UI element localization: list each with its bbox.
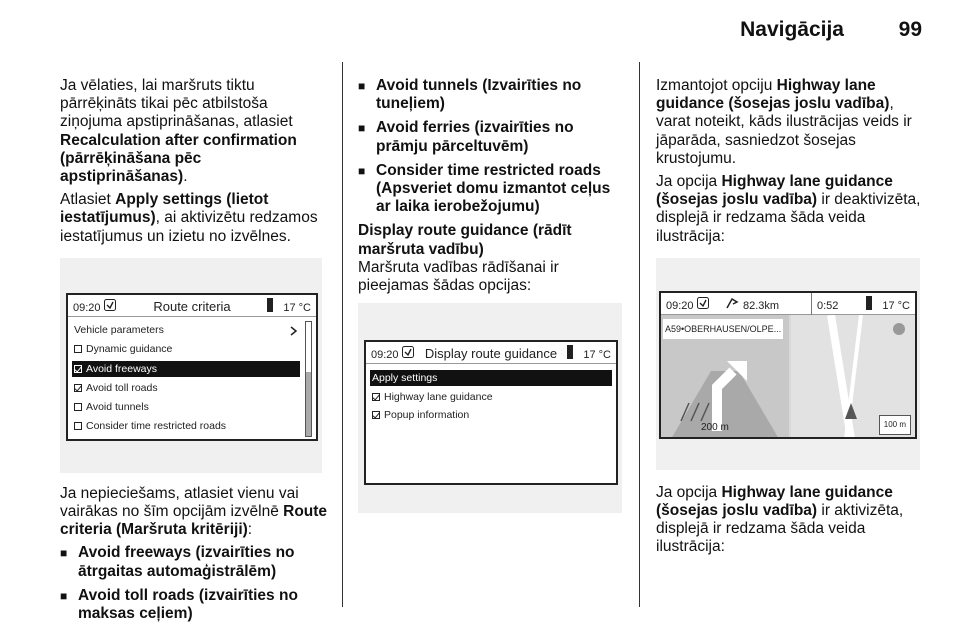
checkbox-icon <box>74 403 82 411</box>
bold-text: Highway lane guidance (šosejas joslu vadība) <box>656 77 890 113</box>
menu-item-apply-settings[interactable]: Apply settings <box>370 370 612 386</box>
checkbox-checked-icon <box>372 411 380 419</box>
column-1 <box>60 77 332 629</box>
chevron-right-icon <box>290 326 298 336</box>
temperature: 17 °C <box>882 299 910 312</box>
display-screen <box>66 293 318 441</box>
thermometer-icon <box>266 298 274 312</box>
subheading: Display route guidance (rādīt maršruta vadību) <box>358 222 572 258</box>
menu-item-avoid-toll-roads[interactable]: Avoid toll roads <box>72 380 158 396</box>
distance-remaining: 82.3km <box>743 299 780 312</box>
text: Ja opcija <box>656 173 722 191</box>
menu-item-time-restricted-roads[interactable]: Consider time restricted roads <box>72 418 226 434</box>
paragraph <box>60 191 332 246</box>
section-title: Navigācija <box>740 18 844 41</box>
guidance-icon <box>697 297 709 309</box>
text: Atlasiet <box>60 191 116 209</box>
travel-time: 0:52 <box>817 299 839 312</box>
text: Ja nepieciešams, atlasiet vienu vai vairākas no šīm opcijām izvēlnē <box>60 484 299 521</box>
text: . <box>183 168 188 186</box>
scrollbar-thumb[interactable] <box>306 372 311 436</box>
list-item: ■ Consider time restricted roads (Apsveriet domu izmantot ceļus ar laika ierobežojumu) <box>358 162 626 217</box>
text: Ja vēlaties, lai maršruts tiktu pārrēķināts tikai pēc atbilstoša ziņojuma apstiprināšanas, atlasiet <box>60 77 293 131</box>
paragraph <box>656 484 928 557</box>
checkbox-checked-icon <box>74 365 82 373</box>
map-guidance-screenshot <box>656 258 920 470</box>
checkbox-checked-icon <box>74 384 82 392</box>
page-number: 99 <box>898 18 922 41</box>
clock: 09:20 <box>666 299 694 312</box>
menu-item-dynamic-guidance[interactable]: Dynamic guidance <box>72 341 172 357</box>
bold-text: Highway lane guidance (šosejas joslu vadība) <box>656 173 893 209</box>
paragraph <box>656 77 928 168</box>
text: : <box>247 521 253 539</box>
checkbox-icon <box>74 345 82 353</box>
menu-item-highway-lane-guidance[interactable]: Highway lane guidance <box>370 389 493 405</box>
paragraph <box>60 485 332 540</box>
bullet-list <box>60 544 332 623</box>
status-bar <box>366 342 616 364</box>
column-2 <box>358 77 626 513</box>
menu-item-popup-information[interactable]: Popup information <box>370 407 469 423</box>
bold-text: Recalculation after confirmation (pārrēķināšana pēc apstiprināšanas) <box>60 131 297 186</box>
column-divider <box>342 62 343 607</box>
bullet-list <box>358 77 626 216</box>
checkbox-checked-icon <box>372 393 380 401</box>
text: Ja opcija <box>656 483 722 501</box>
list-item: ■ Avoid freeways (izvairīties no ātrgaitas automaģistrālēm) <box>60 544 332 580</box>
menu-item-avoid-tunnels[interactable]: Avoid tunnels <box>72 399 149 415</box>
map-panel[interactable] <box>791 315 915 439</box>
guidance-panel <box>661 315 789 439</box>
text: ir deaktivizēta, displejā ir redzama šāda veida ilustrācija: <box>656 191 921 245</box>
display-screen <box>364 340 618 485</box>
text: ir aktivizēta, displejā ir redzama šāda veida ilustrācija: <box>656 502 904 556</box>
checkbox-icon <box>74 422 82 430</box>
thermometer-icon <box>566 345 574 359</box>
paragraph: Maršruta vadības rādīšanai ir pieejamas šādas opcijas: <box>358 258 559 295</box>
status-bar <box>661 293 915 315</box>
paragraph <box>60 77 332 186</box>
menu-item-avoid-freeways[interactable]: Avoid freeways <box>72 361 300 377</box>
temperature: 17 °C <box>583 349 611 362</box>
menu-item-vehicle-parameters[interactable]: Vehicle parameters <box>74 323 164 336</box>
page-header <box>0 0 960 62</box>
route-criteria-screenshot <box>60 258 322 473</box>
column-divider <box>639 62 640 607</box>
bold-text: Highway lane guidance (šosejas joslu vadība) <box>656 483 893 520</box>
clock: 09:20 <box>73 301 101 314</box>
scrollbar[interactable] <box>305 321 312 437</box>
text: Izmantojot opciju <box>656 77 777 94</box>
paragraph <box>656 173 928 246</box>
list-item: ■ Avoid ferries (izvairīties no prāmju pārceltuvēm) <box>358 119 626 155</box>
clock: 09:20 <box>371 349 399 362</box>
column-3 <box>656 77 928 562</box>
turn-distance: 200 m <box>701 421 729 433</box>
list-item: ■ Avoid toll roads (izvairīties no maksas ceļiem) <box>60 587 332 623</box>
screen-title: Route criteria <box>153 298 231 314</box>
road-sign: A59•OBERHAUSEN/OLPE... <box>663 319 783 339</box>
text: , varat noteikt, kāds ilustrācijas veids ir jāparāda, sasniedzot šosejas krustojumu. <box>656 95 912 167</box>
screen-title: Display route guidance <box>424 346 558 362</box>
destination-flag-icon <box>725 297 739 309</box>
map-scale: 100 m <box>879 415 911 435</box>
bold-text: Route criteria (Maršruta kritēriji) <box>60 503 328 539</box>
divider <box>811 293 812 315</box>
display-route-guidance-screenshot <box>358 303 622 513</box>
thermometer-icon <box>865 296 873 310</box>
map-screen <box>659 291 917 439</box>
text: , ai aktivizētu redzamos iestatījumus un izietu no izvēlnes. <box>60 209 318 245</box>
temperature: 17 °C <box>283 301 311 314</box>
bold-text: Apply settings (lietot iestatījumus) <box>60 191 269 227</box>
list-item: ■ Avoid tunnels (Izvairīties no tuneļiem) <box>358 77 626 113</box>
status-bar <box>68 295 316 317</box>
